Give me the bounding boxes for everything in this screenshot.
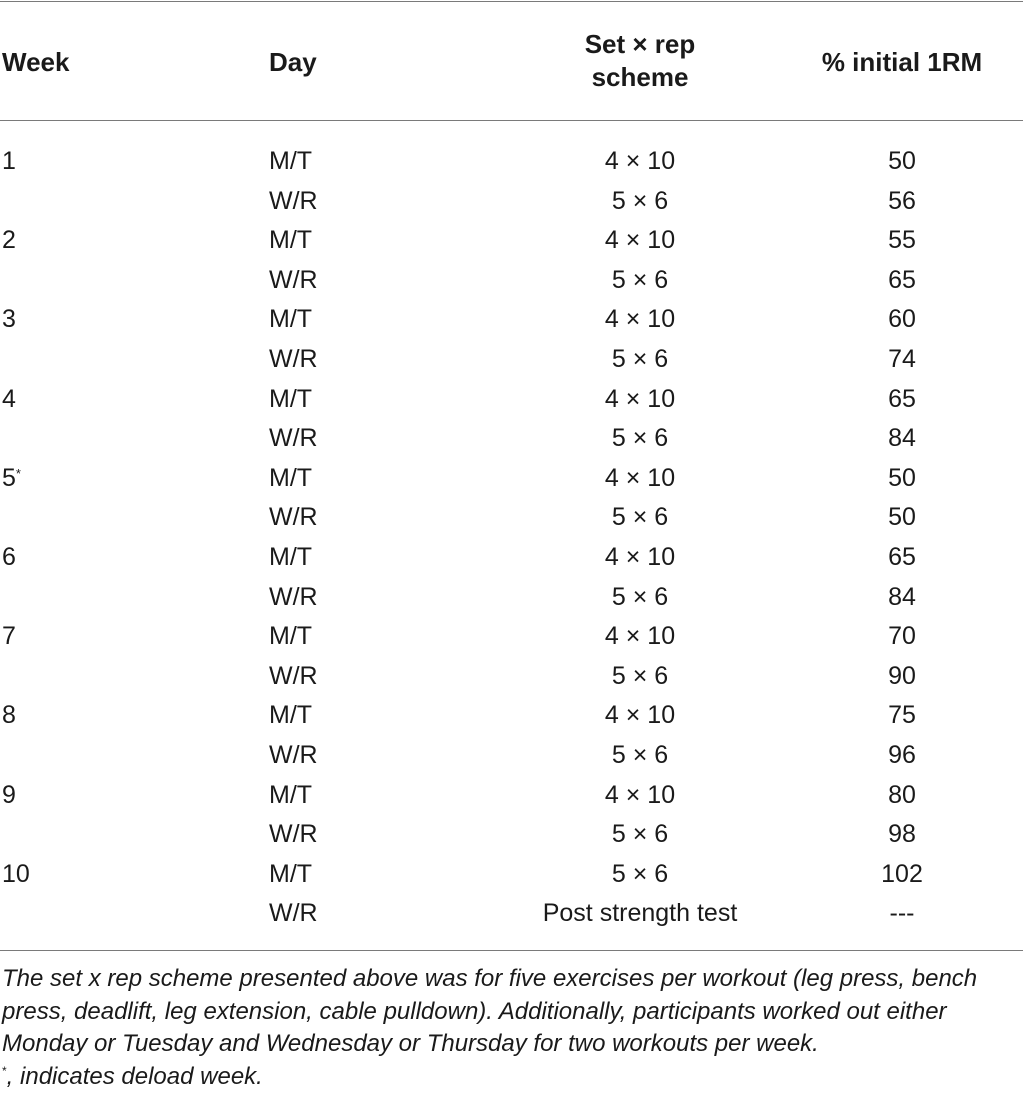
cell-percent: 90 bbox=[888, 661, 916, 690]
cell-day: W/R bbox=[269, 740, 318, 769]
cell-scheme: 4 × 10 bbox=[604, 701, 676, 730]
footnote-text: The set x rep scheme presented above was for five exercises per workout (leg press, bench press, deadlift, leg extension, cable pulldown). Additionally, participants worked out either Monday or Tuesday and Wednesday or Thursday for two workouts per week. bbox=[2, 965, 978, 1057]
cell-scheme: 5 × 6 bbox=[611, 859, 669, 888]
cell-day: M/T bbox=[269, 780, 313, 809]
table-row bbox=[0, 300, 1023, 340]
header-scheme-line2: scheme bbox=[591, 62, 689, 92]
table-row bbox=[0, 736, 1023, 776]
cell-day: M/T bbox=[269, 463, 313, 492]
table-row bbox=[0, 498, 1023, 538]
cell-percent: 80 bbox=[888, 780, 916, 809]
cell-scheme: 4 × 10 bbox=[604, 542, 676, 571]
table-bottom-rule bbox=[0, 950, 1023, 951]
cell-scheme: 4 × 10 bbox=[604, 147, 676, 175]
cell-scheme: 5 × 6 bbox=[611, 582, 669, 611]
cell-day: W/R bbox=[269, 265, 318, 294]
cell-scheme: 4 × 10 bbox=[604, 226, 676, 255]
footnote-mark-text: , indicates deload week. bbox=[6, 1062, 263, 1090]
cell-scheme: 4 × 10 bbox=[604, 305, 676, 334]
cell-week: 4 bbox=[2, 384, 16, 413]
cell-week: 8 bbox=[2, 701, 16, 730]
cell-percent: 70 bbox=[888, 622, 916, 651]
cell-day: M/T bbox=[269, 305, 313, 334]
cell-percent: 84 bbox=[888, 582, 916, 611]
cell-day: W/R bbox=[269, 820, 318, 849]
cell-day: W/R bbox=[269, 899, 318, 928]
footnote-deload bbox=[2, 1061, 1017, 1094]
table-row bbox=[0, 340, 1023, 380]
cell-percent: 75 bbox=[888, 701, 916, 730]
cell-week: 7 bbox=[2, 622, 16, 651]
cell-day: W/R bbox=[269, 344, 318, 373]
cell-percent: 98 bbox=[888, 820, 916, 849]
cell-scheme: 5 × 6 bbox=[611, 740, 669, 769]
table-row bbox=[0, 459, 1023, 499]
cell-scheme: 5 × 6 bbox=[611, 424, 669, 453]
cell-percent: 65 bbox=[888, 384, 916, 413]
cell-scheme: Post strength test bbox=[542, 899, 738, 928]
table-row bbox=[0, 855, 1023, 895]
cell-percent: --- bbox=[889, 899, 915, 928]
cell-day: W/R bbox=[269, 503, 318, 532]
table-row bbox=[0, 182, 1023, 222]
cell-scheme: 5 × 6 bbox=[611, 265, 669, 294]
cell-day: M/T bbox=[269, 542, 313, 571]
cell-scheme: 4 × 10 bbox=[604, 463, 676, 492]
cell-scheme: 5 × 6 bbox=[611, 186, 669, 215]
header-scheme bbox=[540, 28, 740, 94]
cell-week: 3 bbox=[2, 305, 16, 334]
cell-percent: 50 bbox=[888, 147, 916, 175]
cell-percent: 65 bbox=[888, 265, 916, 294]
cell-percent: 60 bbox=[888, 305, 916, 334]
cell-week: 9 bbox=[2, 780, 16, 809]
cell-day: M/T bbox=[269, 226, 313, 255]
cell-scheme: 5 × 6 bbox=[611, 820, 669, 849]
table-row bbox=[0, 538, 1023, 578]
table-row bbox=[0, 815, 1023, 855]
cell-scheme: 4 × 10 bbox=[604, 622, 676, 651]
cell-week: 2 bbox=[2, 226, 16, 255]
cell-week: 1 bbox=[2, 147, 16, 175]
table-row bbox=[0, 380, 1023, 420]
cell-scheme: 5 × 6 bbox=[611, 661, 669, 690]
cell-percent: 65 bbox=[888, 542, 916, 571]
cell-scheme: 5 × 6 bbox=[611, 344, 669, 373]
header-week: Week bbox=[2, 47, 70, 77]
cell-day: M/T bbox=[269, 859, 313, 888]
cell-day: W/R bbox=[269, 661, 318, 690]
table-row bbox=[0, 221, 1023, 261]
cell-week: 5* bbox=[2, 463, 21, 492]
cell-day: W/R bbox=[269, 582, 318, 611]
cell-percent: 55 bbox=[888, 226, 916, 255]
cell-percent: 102 bbox=[881, 859, 923, 888]
cell-percent: 74 bbox=[888, 344, 916, 373]
table-row bbox=[0, 142, 1023, 182]
cell-day: M/T bbox=[269, 701, 313, 730]
cell-day: M/T bbox=[269, 384, 313, 413]
cell-percent: 50 bbox=[888, 463, 916, 492]
table-row bbox=[0, 657, 1023, 697]
cell-day: M/T bbox=[269, 622, 313, 651]
cell-percent: 50 bbox=[888, 503, 916, 532]
cell-scheme: 5 × 6 bbox=[611, 503, 669, 532]
footnote-mark: * bbox=[2, 1063, 7, 1078]
table-row bbox=[0, 617, 1023, 657]
cell-percent: 84 bbox=[888, 424, 916, 453]
cell-percent: 96 bbox=[888, 740, 916, 769]
table-header bbox=[0, 2, 1023, 120]
table-row bbox=[0, 894, 1023, 934]
cell-week: 10 bbox=[2, 859, 30, 888]
cell-percent: 56 bbox=[888, 186, 916, 215]
table-row bbox=[0, 261, 1023, 301]
table-body bbox=[0, 121, 1023, 950]
table-row bbox=[0, 696, 1023, 736]
cell-day: W/R bbox=[269, 186, 318, 215]
cell-scheme: 4 × 10 bbox=[604, 384, 676, 413]
table-row bbox=[0, 578, 1023, 618]
cell-day: W/R bbox=[269, 424, 318, 453]
cell-day: M/T bbox=[269, 147, 313, 175]
table-footnote bbox=[2, 963, 1017, 1093]
cell-week: 6 bbox=[2, 542, 16, 571]
header-scheme-line1: Set × rep bbox=[584, 29, 696, 59]
deload-mark: * bbox=[15, 465, 21, 481]
table-row bbox=[0, 776, 1023, 816]
table-row bbox=[0, 419, 1023, 459]
header-percent-1rm: % initial 1RM bbox=[821, 47, 983, 77]
header-day: Day bbox=[269, 47, 317, 77]
cell-scheme: 4 × 10 bbox=[604, 780, 676, 809]
